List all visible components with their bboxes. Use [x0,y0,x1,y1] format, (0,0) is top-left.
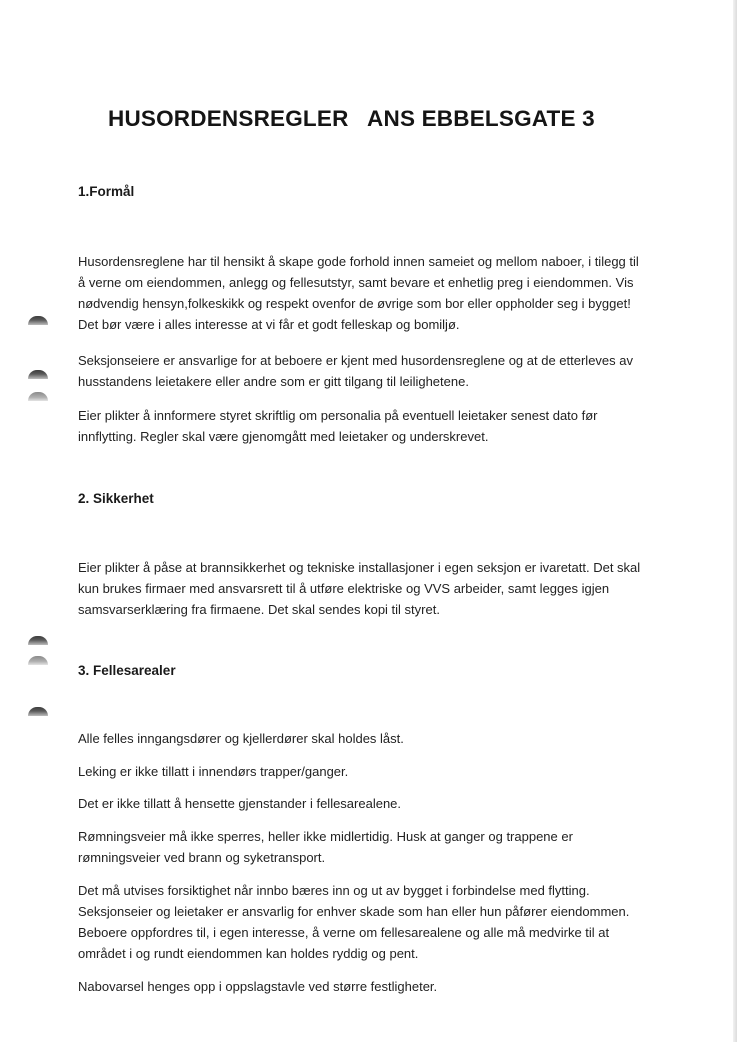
paragraph: Eier plikter å påse at brannsikkerhet og tekniske installasjoner i egen seksjon er ivaretatt. Det skal kun brukes firmaer med ansvarsrett til å utføre elektriske og VVS arbeider, samt legges igjen samsvarserklæring fra firmaene. Det skal sendes kopi til styret. [78,560,641,617]
paragraph: Det må utvises forsiktighet når innbo bæres inn og ut av bygget i forbindelse med flytting. Seksjonseier og leietaker er ansvarlig for enhver skade som han eller hun påfører eiendommen. Beboere oppfordres til, i egen interesse, å verne om fellesarealene og alle må medvirke til at området i og rundt eiendommen kan holdes ryddig og pent. [78,883,630,961]
section-heading-sikkerhet: 2. Sikkerhet [78,491,154,506]
page-edge-shadow [733,0,737,1042]
paragraph: Husordensreglene har til hensikt å skape gode forhold innen sameiet og mellom naboer, i tilegg til å verne om eiendommen, anlegg og fellesutstyr, samt bevare et enhetlig preg i eiendommen. Vis nødvendig hensyn,folkeskikk og respekt ovenfor de øvrige som bor eller oppholder seg i bygget! Det bør være i alles interesse at vi får et godt felleskap og bomiljø. [78,254,639,332]
paragraph: Rømningsveier må ikke sperres, heller ikke midlertidig. Husk at ganger og trappene er rømningsveier ved brann og syketransport. [78,829,573,865]
punch-hole-icon [28,370,48,379]
document-title: HUSORDENSREGLER ANS EBBELSGATE 3 [108,106,595,131]
punch-hole-icon [28,707,48,716]
punch-hole-icon [28,656,48,665]
paragraph: Alle felles inngangsdører og kjellerdører skal holdes låst. [78,731,404,746]
paragraph: Seksjonseiere er ansvarlige for at beboere er kjent med husordensreglene og at de etterleves av husstandens leietakere eller andre som er gitt tilgang til leilighetene. [78,353,633,389]
punch-hole-icon [28,636,48,645]
paragraph: Nabovarsel henges opp i oppslagstavle ved større festligheter. [78,979,438,994]
section-heading-fellesarealer: 3. Fellesarealer [78,663,176,678]
punch-hole-icon [28,316,48,325]
paragraph: Eier plikter å innformere styret skriftlig om personalia på eventuell leietaker senest dato før innflytting. Regler skal være gjenomgått med leietaker og underskrevet. [78,408,598,444]
section-heading-formal: 1.Formål [78,184,135,199]
paragraph: Det er ikke tillatt å hensette gjenstander i fellesarealene. [78,796,402,811]
punch-hole-icon [28,392,48,401]
paragraph: Leking er ikke tillatt i innendørs trapper/ganger. [78,764,349,779]
